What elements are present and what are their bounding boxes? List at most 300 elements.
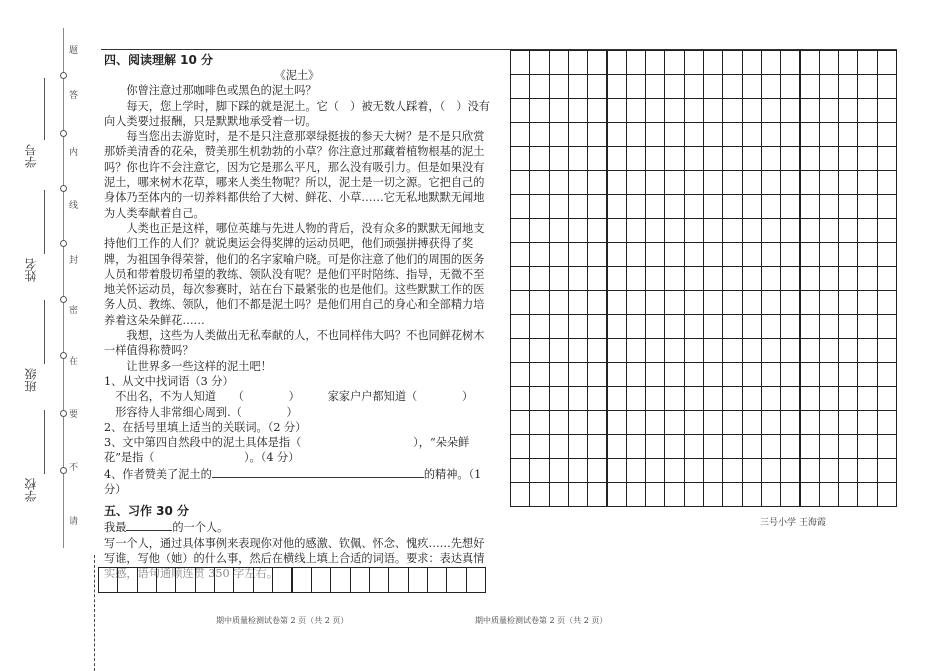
grid-cell[interactable] [703, 434, 723, 459]
grid-cell[interactable] [587, 338, 607, 363]
grid-cell[interactable] [800, 314, 820, 339]
grid-cell[interactable] [877, 50, 897, 75]
grid-cell[interactable] [510, 170, 530, 195]
grid-cell[interactable] [510, 290, 530, 315]
grid-cell[interactable] [761, 314, 781, 339]
grid-cell[interactable] [857, 98, 877, 123]
grid-cell[interactable] [819, 338, 839, 363]
grid-cell[interactable] [761, 266, 781, 291]
grid-cell[interactable] [703, 170, 723, 195]
grid-cell[interactable] [510, 266, 530, 291]
grid-cell[interactable] [645, 146, 665, 171]
grid-cell[interactable] [684, 290, 704, 315]
grid-cell[interactable] [761, 434, 781, 459]
grid-cell[interactable] [838, 74, 858, 99]
grid-cell[interactable] [742, 290, 762, 315]
grid-cell[interactable] [800, 194, 820, 219]
grid-cell[interactable] [800, 482, 820, 507]
grid-cell[interactable] [800, 146, 820, 171]
grid-cell[interactable] [684, 482, 704, 507]
grid-cell[interactable] [800, 74, 820, 99]
grid-cell[interactable] [587, 434, 607, 459]
grid-cell[interactable] [877, 218, 897, 243]
grid-cell[interactable] [626, 410, 646, 435]
grid-cell[interactable] [800, 434, 820, 459]
grid-cell[interactable] [664, 410, 684, 435]
grid-cell[interactable] [722, 386, 742, 411]
grid-cell[interactable] [703, 458, 723, 483]
grid-cell[interactable] [761, 122, 781, 147]
grid-cell[interactable] [780, 314, 800, 339]
grid-cell[interactable] [780, 482, 800, 507]
grid-cell[interactable] [703, 218, 723, 243]
grid-cell[interactable] [742, 122, 762, 147]
grid-cell[interactable] [722, 98, 742, 123]
grid-cell[interactable] [645, 410, 665, 435]
grid-cell[interactable] [857, 170, 877, 195]
grid-cell[interactable] [664, 218, 684, 243]
grid-cell[interactable] [722, 338, 742, 363]
grid-cell[interactable] [664, 146, 684, 171]
grid-cell[interactable] [510, 482, 530, 507]
grid-cell[interactable] [703, 290, 723, 315]
grid-cell[interactable] [838, 146, 858, 171]
grid-cell[interactable] [529, 290, 549, 315]
grid-cell[interactable] [780, 410, 800, 435]
grid-cell[interactable] [722, 50, 742, 75]
grid-cell[interactable] [857, 362, 877, 387]
grid-cell[interactable] [233, 567, 253, 593]
grid-cell[interactable] [722, 218, 742, 243]
grid-cell[interactable] [819, 50, 839, 75]
grid-cell[interactable] [664, 74, 684, 99]
grid-cell[interactable] [761, 74, 781, 99]
grid-cell[interactable] [838, 98, 858, 123]
grid-cell[interactable] [510, 122, 530, 147]
grid-cell[interactable] [761, 50, 781, 75]
grid-cell[interactable] [684, 146, 704, 171]
grid-cell[interactable] [800, 338, 820, 363]
grid-cell[interactable] [529, 314, 549, 339]
grid-cell[interactable] [819, 434, 839, 459]
grid-cell[interactable] [761, 194, 781, 219]
grid-cell[interactable] [529, 338, 549, 363]
grid-cell[interactable] [626, 146, 646, 171]
grid-cell[interactable] [742, 146, 762, 171]
grid-cell[interactable] [761, 410, 781, 435]
grid-cell[interactable] [626, 194, 646, 219]
grid-cell[interactable] [587, 386, 607, 411]
grid-cell[interactable] [549, 74, 569, 99]
grid-cell[interactable] [645, 266, 665, 291]
grid-cell[interactable] [857, 218, 877, 243]
grid-cell[interactable] [877, 122, 897, 147]
grid-cell[interactable] [761, 242, 781, 267]
grid-cell[interactable] [742, 386, 762, 411]
grid-cell[interactable] [819, 290, 839, 315]
grid-cell[interactable] [780, 98, 800, 123]
grid-cell[interactable] [819, 314, 839, 339]
grid-cell[interactable] [819, 98, 839, 123]
grid-cell[interactable] [800, 386, 820, 411]
grid-cell[interactable] [684, 122, 704, 147]
grid-cell[interactable] [645, 194, 665, 219]
grid-cell[interactable] [510, 314, 530, 339]
grid-cell[interactable] [684, 314, 704, 339]
grid-cell[interactable] [587, 98, 607, 123]
grid-cell[interactable] [703, 314, 723, 339]
grid-cell[interactable] [607, 362, 627, 387]
grid-cell[interactable] [800, 410, 820, 435]
grid-cell[interactable] [117, 567, 137, 593]
grid-cell[interactable] [742, 338, 762, 363]
grid-cell[interactable] [857, 338, 877, 363]
grid-cell[interactable] [645, 290, 665, 315]
grid-cell[interactable] [819, 386, 839, 411]
grid-cell[interactable] [607, 242, 627, 267]
grid-cell[interactable] [684, 266, 704, 291]
grid-cell[interactable] [272, 567, 292, 593]
grid-cell[interactable] [587, 218, 607, 243]
grid-cell[interactable] [466, 567, 486, 593]
grid-cell[interactable] [664, 194, 684, 219]
grid-cell[interactable] [742, 242, 762, 267]
grid-cell[interactable] [838, 338, 858, 363]
grid-cell[interactable] [350, 567, 370, 593]
grid-cell[interactable] [761, 290, 781, 315]
grid-cell[interactable] [549, 434, 569, 459]
grid-cell[interactable] [607, 98, 627, 123]
grid-cell[interactable] [549, 218, 569, 243]
grid-cell[interactable] [607, 338, 627, 363]
grid-cell[interactable] [645, 482, 665, 507]
grid-cell[interactable] [568, 74, 588, 99]
grid-cell[interactable] [664, 290, 684, 315]
grid-cell[interactable] [838, 170, 858, 195]
grid-cell[interactable] [838, 122, 858, 147]
grid-cell[interactable] [510, 242, 530, 267]
grid-cell[interactable] [780, 50, 800, 75]
grid-cell[interactable] [703, 482, 723, 507]
grid-cell[interactable] [742, 482, 762, 507]
grid-cell[interactable] [722, 362, 742, 387]
grid-cell[interactable] [819, 170, 839, 195]
grid-cell[interactable] [214, 567, 234, 593]
grid-cell[interactable] [780, 434, 800, 459]
grid-cell[interactable] [877, 434, 897, 459]
student-id-field[interactable] [44, 78, 45, 140]
grid-cell[interactable] [838, 410, 858, 435]
grid-cell[interactable] [369, 567, 389, 593]
school-field[interactable] [44, 410, 45, 474]
grid-cell[interactable] [626, 98, 646, 123]
grid-cell[interactable] [664, 434, 684, 459]
grid-cell[interactable] [626, 218, 646, 243]
grid-cell[interactable] [877, 146, 897, 171]
grid-cell[interactable] [568, 98, 588, 123]
grid-cell[interactable] [780, 74, 800, 99]
grid-cell[interactable] [664, 122, 684, 147]
grid-cell[interactable] [626, 74, 646, 99]
grid-cell[interactable] [800, 266, 820, 291]
grid-cell[interactable] [510, 146, 530, 171]
grid-cell[interactable] [742, 98, 762, 123]
grid-cell[interactable] [722, 146, 742, 171]
grid-cell[interactable] [587, 122, 607, 147]
grid-cell[interactable] [664, 266, 684, 291]
grid-cell[interactable] [819, 194, 839, 219]
grid-cell[interactable] [529, 74, 549, 99]
grid-cell[interactable] [703, 146, 723, 171]
grid-cell[interactable] [549, 50, 569, 75]
grid-cell[interactable] [684, 170, 704, 195]
grid-cell[interactable] [742, 458, 762, 483]
grid-cell[interactable] [510, 74, 530, 99]
grid-cell[interactable] [877, 338, 897, 363]
grid-cell[interactable] [877, 410, 897, 435]
grid-cell[interactable] [684, 386, 704, 411]
grid-cell[interactable] [607, 170, 627, 195]
grid-cell[interactable] [877, 290, 897, 315]
grid-cell[interactable] [607, 458, 627, 483]
grid-cell[interactable] [819, 74, 839, 99]
grid-cell[interactable] [626, 170, 646, 195]
grid-cell[interactable] [684, 242, 704, 267]
grid-cell[interactable] [800, 170, 820, 195]
grid-cell[interactable] [645, 122, 665, 147]
grid-cell[interactable] [664, 314, 684, 339]
grid-cell[interactable] [568, 362, 588, 387]
grid-cell[interactable] [819, 218, 839, 243]
grid-cell[interactable] [761, 218, 781, 243]
grid-cell[interactable] [645, 242, 665, 267]
grid-cell[interactable] [877, 362, 897, 387]
grid-cell[interactable] [742, 434, 762, 459]
grid-cell[interactable] [156, 567, 176, 593]
grid-cell[interactable] [626, 458, 646, 483]
grid-cell[interactable] [857, 434, 877, 459]
grid-cell[interactable] [587, 74, 607, 99]
grid-cell[interactable] [684, 434, 704, 459]
grid-cell[interactable] [529, 194, 549, 219]
grid-cell[interactable] [510, 458, 530, 483]
grid-cell[interactable] [780, 386, 800, 411]
grid-cell[interactable] [780, 338, 800, 363]
grid-cell[interactable] [857, 386, 877, 411]
grid-cell[interactable] [607, 74, 627, 99]
grid-cell[interactable] [568, 266, 588, 291]
grid-cell[interactable] [568, 170, 588, 195]
grid-cell[interactable] [838, 434, 858, 459]
grid-cell[interactable] [568, 458, 588, 483]
grid-cell[interactable] [529, 146, 549, 171]
grid-cell[interactable] [761, 458, 781, 483]
grid-cell[interactable] [838, 242, 858, 267]
grid-cell[interactable] [98, 567, 118, 593]
grid-cell[interactable] [549, 314, 569, 339]
grid-cell[interactable] [529, 50, 549, 75]
grid-cell[interactable] [587, 458, 607, 483]
grid-cell[interactable] [722, 242, 742, 267]
grid-cell[interactable] [568, 122, 588, 147]
grid-cell[interactable] [311, 567, 331, 593]
grid-cell[interactable] [645, 50, 665, 75]
grid-cell[interactable] [703, 74, 723, 99]
grid-cell[interactable] [549, 410, 569, 435]
grid-cell[interactable] [549, 266, 569, 291]
grid-cell[interactable] [780, 362, 800, 387]
grid-cell[interactable] [838, 362, 858, 387]
grid-cell[interactable] [549, 146, 569, 171]
grid-cell[interactable] [568, 242, 588, 267]
grid-cell[interactable] [722, 194, 742, 219]
grid-cell[interactable] [510, 338, 530, 363]
grid-cell[interactable] [877, 266, 897, 291]
grid-cell[interactable] [819, 146, 839, 171]
grid-cell[interactable] [664, 50, 684, 75]
grid-cell[interactable] [857, 458, 877, 483]
grid-cell[interactable] [607, 290, 627, 315]
grid-cell[interactable] [587, 170, 607, 195]
grid-cell[interactable] [195, 567, 215, 593]
grid-cell[interactable] [857, 290, 877, 315]
grid-cell[interactable] [645, 314, 665, 339]
grid-cell[interactable] [645, 362, 665, 387]
grid-cell[interactable] [742, 218, 762, 243]
grid-cell[interactable] [684, 338, 704, 363]
grid-cell[interactable] [838, 194, 858, 219]
grid-cell[interactable] [137, 567, 157, 593]
grid-cell[interactable] [780, 218, 800, 243]
grid-cell[interactable] [568, 146, 588, 171]
grid-cell[interactable] [664, 98, 684, 123]
grid-cell[interactable] [549, 338, 569, 363]
grid-cell[interactable] [761, 386, 781, 411]
grid-cell[interactable] [626, 242, 646, 267]
grid-cell[interactable] [664, 482, 684, 507]
grid-cell[interactable] [510, 386, 530, 411]
grid-cell[interactable] [877, 194, 897, 219]
grid-cell[interactable] [408, 567, 428, 593]
grid-cell[interactable] [857, 74, 877, 99]
grid-cell[interactable] [800, 122, 820, 147]
grid-cell[interactable] [587, 194, 607, 219]
grid-cell[interactable] [664, 386, 684, 411]
grid-cell[interactable] [703, 50, 723, 75]
grid-cell[interactable] [607, 218, 627, 243]
writing-title-blank[interactable] [126, 519, 172, 531]
grid-cell[interactable] [742, 314, 762, 339]
grid-cell[interactable] [388, 567, 408, 593]
grid-cell[interactable] [607, 266, 627, 291]
grid-cell[interactable] [819, 458, 839, 483]
grid-cell[interactable] [529, 482, 549, 507]
grid-cell[interactable] [626, 482, 646, 507]
grid-cell[interactable] [645, 98, 665, 123]
grid-cell[interactable] [587, 146, 607, 171]
class-field[interactable] [44, 300, 45, 364]
grid-cell[interactable] [684, 410, 704, 435]
grid-cell[interactable] [722, 314, 742, 339]
grid-cell[interactable] [838, 218, 858, 243]
grid-cell[interactable] [607, 194, 627, 219]
grid-cell[interactable] [742, 170, 762, 195]
grid-cell[interactable] [780, 170, 800, 195]
grid-cell[interactable] [703, 266, 723, 291]
grid-cell[interactable] [626, 314, 646, 339]
grid-cell[interactable] [800, 50, 820, 75]
grid-cell[interactable] [587, 266, 607, 291]
grid-cell[interactable] [877, 98, 897, 123]
grid-cell[interactable] [568, 482, 588, 507]
grid-cell[interactable] [722, 482, 742, 507]
grid-cell[interactable] [819, 482, 839, 507]
grid-cell[interactable] [549, 386, 569, 411]
grid-cell[interactable] [722, 170, 742, 195]
grid-cell[interactable] [742, 50, 762, 75]
grid-cell[interactable] [742, 266, 762, 291]
grid-cell[interactable] [510, 50, 530, 75]
grid-cell[interactable] [549, 170, 569, 195]
grid-cell[interactable] [703, 386, 723, 411]
question-4-blank[interactable] [212, 466, 424, 478]
grid-cell[interactable] [684, 194, 704, 219]
grid-cell[interactable] [568, 434, 588, 459]
grid-cell[interactable] [838, 458, 858, 483]
question-1-a[interactable]: 不出名，不为人知道 （ ） 家家户户都知道（ ） [115, 390, 474, 404]
grid-cell[interactable] [549, 362, 569, 387]
grid-cell[interactable] [664, 338, 684, 363]
grid-cell[interactable] [626, 362, 646, 387]
grid-cell[interactable] [838, 386, 858, 411]
grid-cell[interactable] [529, 98, 549, 123]
grid-cell[interactable] [626, 266, 646, 291]
grid-cell[interactable] [877, 242, 897, 267]
grid-cell[interactable] [838, 482, 858, 507]
grid-cell[interactable] [568, 314, 588, 339]
grid-cell[interactable] [703, 410, 723, 435]
grid-cell[interactable] [626, 122, 646, 147]
grid-cell[interactable] [529, 362, 549, 387]
grid-cell[interactable] [549, 458, 569, 483]
grid-cell[interactable] [780, 122, 800, 147]
grid-cell[interactable] [703, 242, 723, 267]
grid-cell[interactable] [800, 242, 820, 267]
grid-cell[interactable] [529, 218, 549, 243]
grid-cell[interactable] [684, 362, 704, 387]
grid-cell[interactable] [684, 218, 704, 243]
grid-cell[interactable] [587, 50, 607, 75]
grid-cell[interactable] [510, 434, 530, 459]
grid-cell[interactable] [742, 362, 762, 387]
grid-cell[interactable] [761, 170, 781, 195]
grid-cell[interactable] [253, 567, 273, 593]
question-1-b[interactable]: 形容待人非常细心周到.（ ） [115, 405, 298, 419]
grid-cell[interactable] [857, 314, 877, 339]
grid-cell[interactable] [819, 410, 839, 435]
grid-cell[interactable] [645, 218, 665, 243]
grid-cell[interactable] [568, 194, 588, 219]
grid-cell[interactable] [529, 410, 549, 435]
grid-cell[interactable] [549, 194, 569, 219]
grid-cell[interactable] [838, 314, 858, 339]
grid-cell[interactable] [857, 410, 877, 435]
grid-cell[interactable] [587, 362, 607, 387]
grid-cell[interactable] [549, 98, 569, 123]
grid-cell[interactable] [761, 98, 781, 123]
grid-cell[interactable] [800, 98, 820, 123]
grid-cell[interactable] [292, 567, 312, 593]
